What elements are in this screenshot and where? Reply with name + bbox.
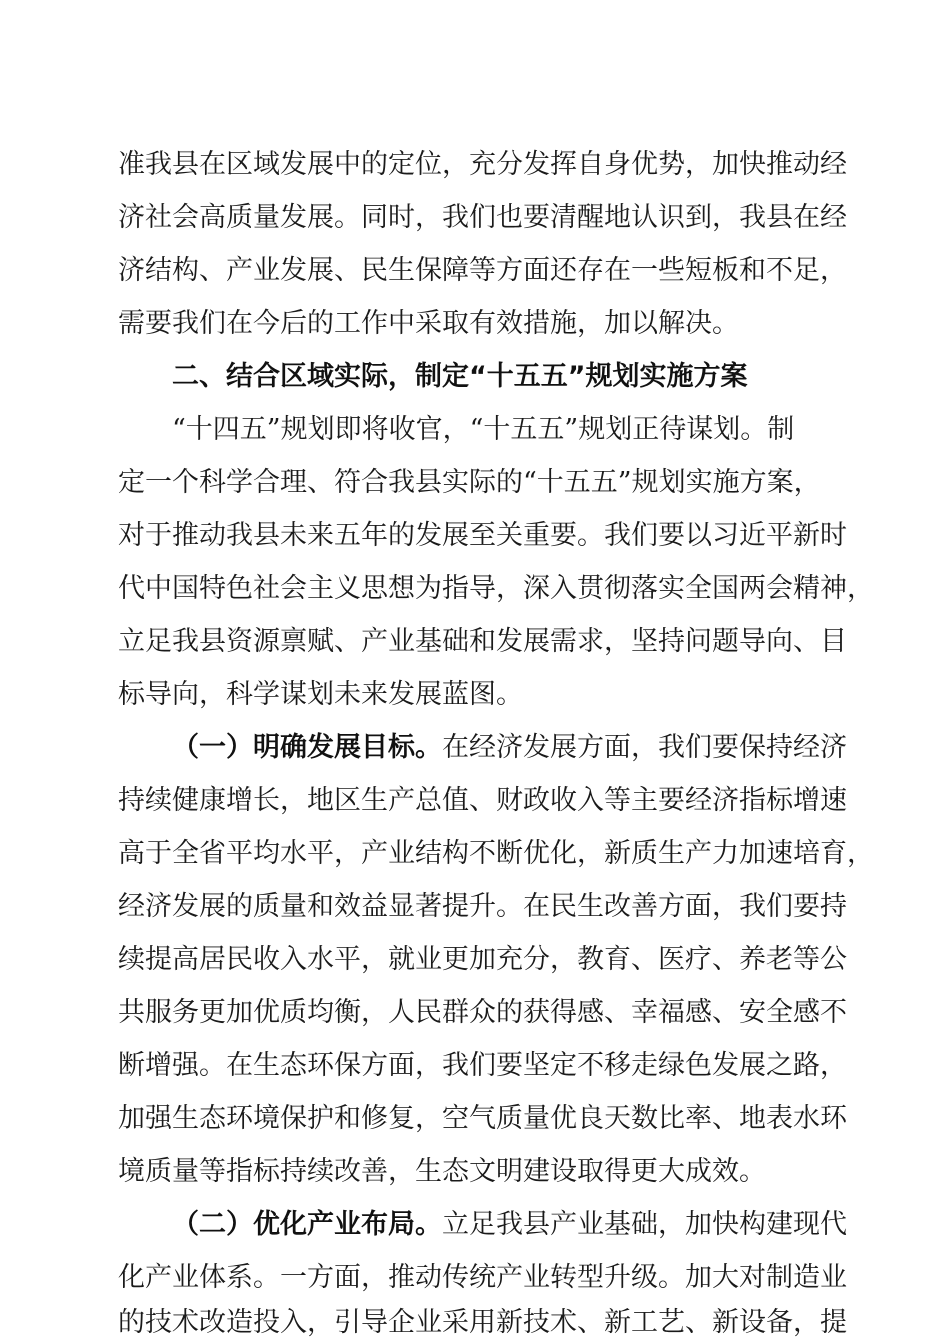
section-2-intro-line-5: 立足我县资源禀赋、产业基础和发展需求，坚持问题导向、目: [118, 626, 847, 657]
subsection-2-title: （二）优化产业布局。: [172, 1209, 442, 1240]
subsection-1-line-6: 共服务更加优质均衡，人民群众的获得感、幸福感、安全感不: [118, 997, 847, 1028]
subsection-1-line-4: 经济发展的质量和效益显著提升。在民生改善方面，我们要持: [118, 891, 847, 922]
subsection-1-line-2: 持续健康增长，地区生产总值、财政收入等主要经济指标增速: [118, 785, 847, 816]
subsection-1-line-7: 断增强。在生态环保方面，我们要坚定不移走绿色发展之路，: [118, 1050, 847, 1081]
section-2-intro-line-2: 定一个科学合理、符合我县实际的“十五五”规划实施方案，: [118, 467, 821, 498]
subsection-2-line-3: 的技术改造投入，引导企业采用新技术、新工艺、新设备，提: [118, 1307, 847, 1338]
subsection-1-line-9: 境质量等指标持续改善，生态文明建设取得更大成效。: [118, 1156, 766, 1187]
paragraph-1-line-4: 需要我们在今后的工作中采取有效措施，加以解决。: [118, 308, 739, 339]
subsection-1-title: （一）明确发展目标。: [172, 732, 442, 763]
section-2-intro-line-1: “十四五”规划即将收官，“十五五”规划正待谋划。制: [172, 414, 795, 445]
section-2-intro-line-4: 代中国特色社会主义思想为指导，深入贯彻落实全国两会精神，: [118, 573, 874, 604]
subsection-1-line-8: 加强生态环境保护和修复，空气质量优良天数比率、地表水环: [118, 1103, 847, 1134]
subsection-1-line-3: 高于全省平均水平，产业结构不断优化，新质生产力加速培育，: [118, 838, 874, 869]
paragraph-1-line-1: 准我县在区域发展中的定位，充分发挥自身优势，加快推动经: [118, 149, 847, 180]
paragraph-1-line-2: 济社会高质量发展。同时，我们也要清醒地认识到，我县在经: [118, 202, 847, 233]
subsection-1-first-line-text: 在经济发展方面，我们要保持经济: [442, 732, 847, 763]
subsection-1-line-5: 续提高居民收入水平，就业更加充分，教育、医疗、养老等公: [118, 944, 847, 975]
subsection-2-first-line-text: 立足我县产业基础，加快构建现代: [442, 1209, 847, 1240]
paragraph-1-line-3: 济结构、产业发展、民生保障等方面还存在一些短板和不足，: [118, 255, 847, 286]
subsection-2-line-2: 化产业体系。一方面，推动传统产业转型升级。加大对制造业: [118, 1262, 847, 1293]
subsection-1-first-line: [172, 728, 950, 768]
section-2-intro-line-3: 对于推动我县未来五年的发展至关重要。我们要以习近平新时: [118, 520, 847, 551]
section-2-heading: 二、结合区域实际，制定“十五五”规划实施方案: [172, 361, 748, 392]
section-2-intro-line-6: 标导向，科学谋划未来发展蓝图。: [118, 679, 523, 710]
subsection-2-first-line: [172, 1205, 950, 1245]
